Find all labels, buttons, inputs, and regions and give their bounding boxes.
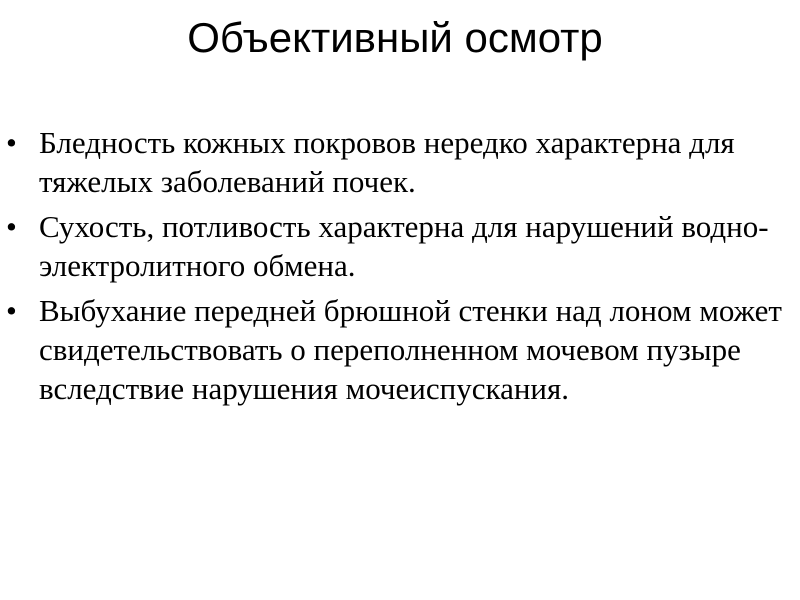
bullet-item [6,123,786,201]
bullet-list [6,123,786,414]
slide-title: Объективный осмотр [187,14,603,61]
bullet-item [6,291,786,408]
bullet-marker: • [6,209,17,244]
bullet-text: Сухость, потливость характерна для нарушений водно-электролитного обмена. [39,209,769,283]
bullet-item [6,207,786,285]
bullet-marker: • [6,293,17,328]
bullet-marker: • [6,125,17,160]
bullet-text: Выбухание передней брюшной стенки над лоном может свидетельствовать о переполненном мочевом пузыре вследствие нарушения мочеиспускания. [39,293,782,406]
bullet-text: Бледность кожных покровов нередко характерна для тяжелых заболеваний почек. [39,125,735,199]
